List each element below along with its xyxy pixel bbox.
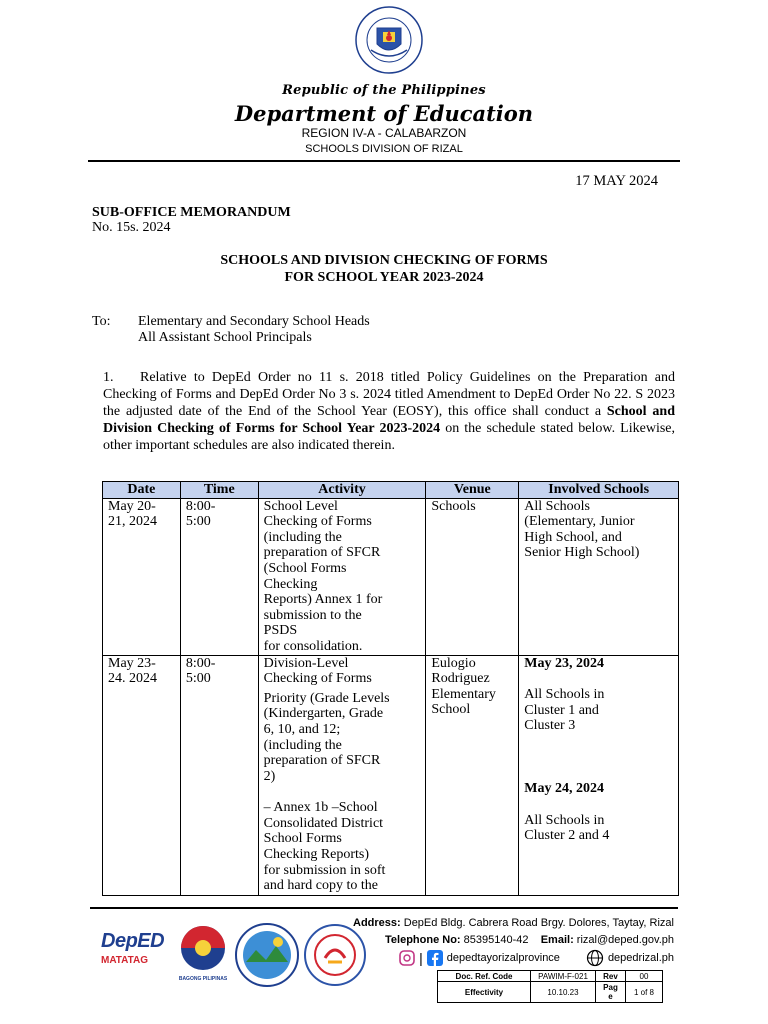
to-label: To: — [92, 314, 111, 329]
schedule-table — [102, 481, 679, 896]
row1-schools: All Schools (Elementary, Junior High School, and Senior High School) — [519, 498, 679, 655]
document-reference-table — [437, 970, 663, 1003]
email-value: rizal@deped.gov.ph — [576, 934, 674, 946]
row1-time: 8:00- 5:00 — [180, 498, 258, 655]
row1-date: May 20- 21, 2024 — [103, 498, 181, 655]
docref-label-effectivity: Effectivity — [438, 982, 531, 1003]
memo-number: No. 15s. 2024 — [92, 220, 171, 235]
email-label: Email: — [540, 934, 574, 946]
globe-icon — [586, 949, 604, 967]
row2-time: 8:00- 5:00 — [180, 655, 258, 895]
paragraph-text-end: on the schedule stated below. Likewise, other important schedules are also indicated therein. — [103, 421, 675, 453]
telephone-label: Telephone No: — [385, 934, 461, 946]
separator-bar: | — [419, 950, 423, 966]
deped-matatag-logo — [101, 930, 163, 966]
deped-logo-text: DepED — [101, 930, 165, 952]
row1-activity: School Level Checking of Forms (including the preparation of SFCR (School Forms Checking Reports) Annex 1 for submission to the PSDS for consolidation. — [258, 498, 426, 655]
row2-activity-b: Priority (Grade Levels (Kindergarten, Grade 6, 10, and 12; (including the preparation of SFCR 2) — [263, 690, 390, 784]
header-venue: Venue — [426, 482, 519, 499]
row2-activity — [258, 655, 426, 895]
to-recipient-1: Elementary and Secondary School Heads — [138, 314, 370, 329]
docref-value-effectivity: 10.10.23 — [531, 982, 596, 1003]
row2-activity-c: – Annex 1b –School Consolidated District School Forms Checking Reports) for submission in soft and hard copy to the — [263, 800, 386, 894]
facebook-handle[interactable]: depedtayorizalprovince — [446, 952, 560, 964]
table-header-row — [103, 482, 679, 499]
docref-value-code: PAWIM-F-021 — [531, 971, 596, 982]
facebook-icon[interactable] — [427, 950, 443, 966]
to-recipient-2: All Assistant School Principals — [138, 330, 312, 345]
header-activity: Activity — [258, 482, 426, 499]
header-involved-schools: Involved Schools — [519, 482, 679, 499]
row2-date: May 23- 24. 2024 — [103, 655, 181, 895]
quality-award-seal-icon — [300, 922, 370, 988]
department-heading: Department of Education — [234, 101, 534, 126]
body-paragraph — [103, 369, 675, 454]
docref-label-rev: Rev — [596, 971, 626, 982]
table-row — [103, 655, 679, 895]
docref-value-page: 1 of 8 — [626, 982, 663, 1003]
subject-line-1: SCHOOLS AND DIVISION CHECKING OF FORMS — [220, 253, 548, 268]
paragraph-text: Relative to DepEd Order no 11 s. 2018 titled Policy Guidelines on the Preparation and Checking of Forms and DepEd Order No 3 s. 2024 titled Amendment to DepEd Order No 22. S 2023 the adjusted date of the End of the School Year (EOSY), this office shall conduct a — [103, 370, 675, 419]
row1-venue: Schools — [426, 498, 519, 655]
row2-schools-text-1: All Schools in Cluster 1 and Cluster 3 — [524, 687, 605, 734]
subject-line-2: FOR SCHOOL YEAR 2023-2024 — [284, 270, 484, 285]
paragraph-number: 1. — [103, 370, 114, 385]
deped-seal-logo — [355, 6, 423, 74]
row2-activity-a: Division-Level Checking of Forms — [263, 655, 372, 687]
docref-value-rev: 00 — [626, 971, 663, 982]
footer-social — [399, 949, 674, 967]
bagong-pilipinas-logo — [172, 924, 234, 982]
division-seal-icon — [234, 922, 300, 988]
matatag-logo-text: MATATAG — [101, 955, 149, 966]
row2-schools-date-2: May 24, 2024 — [524, 780, 604, 796]
row2-venue: Eulogio Rodriguez Elementary School — [426, 655, 519, 895]
memo-date: 17 MAY 2024 — [575, 173, 658, 189]
division-heading: SCHOOLS DIVISION OF RIZAL — [305, 143, 463, 155]
header-time: Time — [180, 482, 258, 499]
row2-schools-text-2: All Schools in Cluster 2 and 4 — [524, 812, 610, 844]
address-value: DepEd Bldg. Cabrera Road Brgy. Dolores, Taytay, Rizal — [403, 917, 674, 929]
telephone-value: 85395140-42 — [463, 934, 529, 946]
republic-heading: Republic of the Philippines — [282, 83, 486, 98]
row2-schools — [519, 655, 679, 895]
website-link[interactable]: depedrizal.ph — [607, 952, 674, 964]
instagram-icon[interactable] — [399, 950, 415, 966]
footer-address — [353, 917, 674, 929]
memo-title: SUB-OFFICE MEMORANDUM — [92, 205, 291, 220]
docref-label-code: Doc. Ref. Code — [438, 971, 531, 982]
region-heading: REGION IV-A - CALABARZON — [301, 126, 467, 140]
row2-schools-date-1: May 23, 2024 — [524, 655, 604, 671]
header-date: Date — [103, 482, 181, 499]
bagong-pilipinas-icon — [178, 924, 228, 972]
docref-label-page: Pag e — [596, 982, 626, 1003]
address-label: Address: — [353, 917, 401, 929]
footer-divider — [90, 907, 678, 909]
header-divider — [88, 160, 680, 162]
table-row — [103, 498, 679, 655]
bagong-pilipinas-text: BAGONG PILIPINAS — [178, 976, 228, 982]
paragraph-bold-text: School and Division Checking of Forms for School Year 2023-2024 — [103, 404, 675, 436]
footer-contact — [385, 934, 674, 946]
